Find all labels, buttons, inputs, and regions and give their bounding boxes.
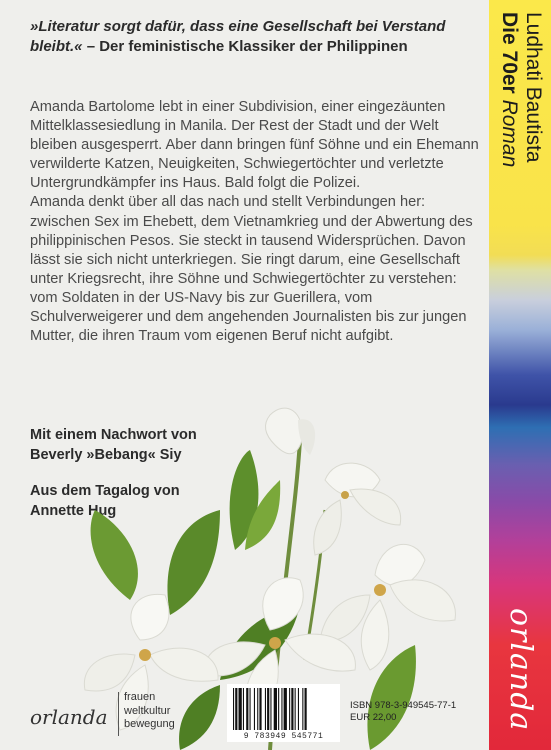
price: EUR 22,00 [350, 712, 397, 723]
barcode-bar [291, 688, 293, 730]
barcode-bar [302, 688, 303, 730]
translator-name: Annette Hug [30, 503, 117, 519]
barcode-bar [295, 688, 296, 730]
barcode-bar [270, 688, 271, 730]
blurb-paragraph-2: Amanda denkt über all das nach und stellt Verbindungen her: zwischen Sex im Ehebett, dem Vietnamkrieg und der Abwertung des philippinischen Pesos. Sie steckt in tausend Widersprüchen. Davon lässt sie sich nicht unterkriegen. Sie ringt darum, eine Gesellschaft unter Kriegsrecht, ihre Söhne und Schwiegertöchter zu verstehen: vom Soldaten in der US-Navy bis zur Guerillera, vom Schulverweigerer und dem angehenden Journalisten bis zur jungen Mutter, die ihren Traum vom eigenen Beruf nicht aufgibt. [30, 194, 473, 345]
barcode-bar [265, 688, 266, 730]
afterword-label: Mit einem Nachwort von [30, 427, 197, 443]
barcode-bar [233, 688, 234, 730]
publisher-tagline-line3: bewegung [124, 718, 175, 730]
quote-text: »Literatur sorgt dafür, dass eine Gesellschaft bei Verstand bleibt.« [30, 18, 446, 55]
publisher-tagline-line1: frauen [124, 691, 156, 703]
barcode-bar [254, 688, 255, 730]
barcode-digits: 9 783949 545771 [243, 732, 324, 741]
publisher-logo: orlanda [30, 705, 108, 729]
barcode [227, 684, 340, 742]
barcode-bar [284, 688, 287, 730]
publisher-divider [118, 692, 119, 736]
barcode-bar [239, 688, 242, 730]
barcode-bar [243, 688, 244, 730]
spine-title-text: Die 70er [498, 12, 521, 94]
barcode-bar [267, 688, 269, 730]
barcode-bar [298, 688, 299, 730]
blurb [30, 98, 480, 346]
barcode-bar [250, 688, 251, 730]
cover-quote [30, 17, 475, 57]
barcode-bar [259, 688, 261, 730]
blurb-paragraph-1: Amanda Bartolome lebt in einer Subdivision, einer eingezäunten Mittelklassesiedlung in Manila. Der Rest der Stadt und der Welt bleiben ausgesperrt. Aber dann bringen fünf Söhne und ein Ehemann verwilderte Katzen, Neuigkeiten, Schwiegertöchter und verletzte Untergrundkämpfer ins Haus. Bald folgt die Polizei. [30, 99, 479, 192]
spine-subtitle: Roman [498, 99, 521, 168]
isbn-number: ISBN 978-3-949545-77-1 [350, 700, 457, 711]
barcode-bar [281, 688, 282, 730]
barcode-bar [246, 688, 248, 730]
barcode-bar [274, 688, 277, 730]
barcode-bar [235, 688, 237, 730]
quote-attribution: – Der feministische Klassiker der Philippinen [86, 38, 408, 55]
barcode-bar [257, 688, 258, 730]
barcode-bar [289, 688, 290, 730]
isbn-block [350, 700, 456, 724]
translation-label: Aus dem Tagalog von [30, 483, 180, 499]
barcode-bar [305, 688, 307, 730]
barcode-bar [278, 688, 279, 730]
spine-book-title [497, 12, 521, 167]
spine-author: Ludhati Bautista [522, 12, 545, 163]
afterword-author: Beverly »Bebang« Siy [30, 447, 182, 463]
publisher-tagline-line2: weltkultur [124, 704, 171, 717]
publisher-tagline [124, 691, 175, 732]
spine-publisher-logo: orlanda [503, 608, 538, 732]
spine-title [497, 12, 545, 167]
